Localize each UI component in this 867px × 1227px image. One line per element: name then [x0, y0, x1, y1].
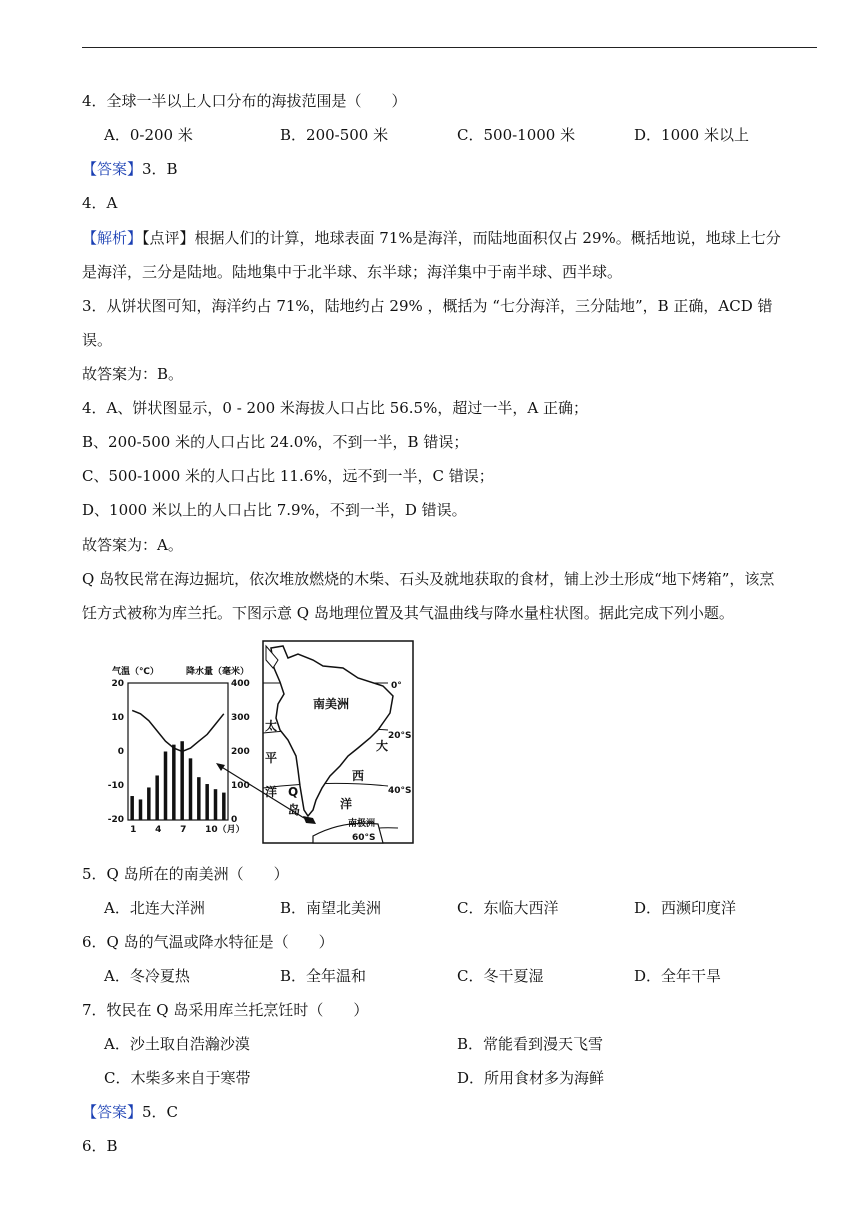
- month-tick: 10（月）: [205, 825, 245, 835]
- analysis-line-9: D、1000 米以上的人口占比 7.9%，不到一半，D 错误。: [82, 501, 467, 519]
- answer-value-2: 5．C: [142, 1103, 179, 1121]
- precipitation-bar: [222, 793, 226, 820]
- label-pacific-2: 平: [265, 751, 278, 765]
- question-4-stem: 4．全球一半以上人口分布的海拔范围是（ ）: [82, 92, 407, 110]
- q4-option-b: B．200-500 米: [280, 126, 389, 144]
- month-tick: 1: [130, 825, 137, 835]
- q6-option-d: D．全年干旱: [634, 967, 722, 985]
- q5-option-a: A．北连大洋洲: [104, 899, 205, 917]
- analysis-line-5: 故答案为：B。: [82, 365, 184, 383]
- precip-axis-label: 降水量（毫米）: [186, 667, 250, 677]
- q6-option-c: C．冬干夏湿: [457, 967, 544, 985]
- precipitation-bar: [189, 758, 193, 820]
- label-lat-40s: 40°S: [388, 786, 412, 796]
- label-island: 岛: [288, 803, 301, 817]
- analysis-text-1: 【点评】根据人们的计算，地球表面 71%是海洋，而陆地面积仅占 29%。概括地说，地球上七分: [142, 229, 781, 247]
- temp-tick: 0: [117, 747, 124, 757]
- analysis-line-6: 4．A、饼状图显示，0 - 200 米海拔人口占比 56.5%，超过一半，A 正确；: [82, 399, 588, 417]
- analysis-line-2: 是海洋，三分是陆地。陆地集中于北半球、东半球；海洋集中于南半球、西半球。: [82, 263, 623, 281]
- climate-chart: [108, 665, 250, 835]
- precipitation-bar: [155, 775, 159, 820]
- q7-option-d: D．所用食材多为海鲜: [457, 1069, 605, 1087]
- temp-tick: 20: [111, 679, 124, 689]
- temp-tick: -10: [108, 781, 124, 791]
- precipitation-bar: [139, 799, 143, 820]
- answer-line-4: 6．B: [82, 1137, 118, 1155]
- precipitation-bar: [147, 787, 151, 820]
- analysis-line-4: 误。: [82, 331, 113, 349]
- label-atlantic-1: 大: [376, 739, 389, 753]
- analysis-line-8: C、500-1000 米的人口占比 11.6%，远不到一半，C 错误；: [82, 467, 494, 485]
- label-lat-60s: 60°S: [352, 833, 376, 843]
- precipitation-bar: [214, 789, 218, 820]
- figure: [108, 638, 418, 852]
- chart-frame: [128, 683, 228, 820]
- q7-option-a: A．沙土取自浩瀚沙漠: [104, 1035, 250, 1053]
- question-7-stem: 7．牧民在 Q 岛采用库兰托烹饪时（ ）: [82, 1001, 369, 1019]
- q5-option-d: D．西濒印度洋: [634, 899, 737, 917]
- passage-line-1: Q 岛牧民常在海边掘坑，依次堆放燃烧的木柴、石头及就地获取的食材，铺上沙土形成“地下烤箱”，该烹: [82, 570, 775, 588]
- question-5-stem: 5．Q 岛所在的南美洲（ ）: [82, 865, 289, 883]
- temp-tick: -20: [108, 815, 124, 825]
- label-lat-20s: 20°S: [388, 731, 412, 741]
- q6-option-b: B．全年温和: [280, 967, 367, 985]
- header-rule: [82, 47, 817, 48]
- label-pacific-1: 太: [265, 719, 278, 733]
- precipitation-bar: [164, 752, 168, 821]
- precipitation-bar: [180, 741, 184, 820]
- precip-tick: 200: [231, 747, 250, 757]
- answer-line-2: 4．A: [82, 194, 118, 212]
- location-map: [263, 641, 413, 843]
- precip-tick: 400: [231, 679, 250, 689]
- label-south-america: 南美洲: [313, 697, 350, 711]
- temp-ticks: [108, 679, 124, 825]
- q7-option-c: C．木柴多来自于寒带: [104, 1069, 251, 1087]
- precip-ticks: [231, 679, 250, 825]
- analysis-line-3: 3．从饼状图可知，海洋约占 71%，陆地约占 29% ，概括为 “七分海洋，三分陆地”，B 正确，ACD 错: [82, 297, 773, 315]
- precipitation-bar: [197, 777, 201, 820]
- q6-option-a: A．冬冷夏热: [104, 967, 190, 985]
- q4-option-a: A．0-200 米: [104, 126, 193, 144]
- q7-option-b: B．常能看到漫天飞雪: [457, 1035, 604, 1053]
- answer-line-3: [82, 1102, 178, 1122]
- answer-tag: 【答案】: [82, 160, 143, 178]
- pointer-arrowhead: [216, 763, 225, 771]
- label-antarctica: 南极洲: [348, 819, 376, 829]
- q4-option-c: C．500-1000 米: [457, 126, 576, 144]
- month-tick: 4: [155, 825, 162, 835]
- precipitation-bar: [172, 745, 176, 820]
- analysis-tag: 【解析】: [82, 229, 143, 247]
- passage-line-2: 饪方式被称为库兰托。下图示意 Q 岛地理位置及其气温曲线与降水量柱状图。据此完成下列小题。: [82, 604, 734, 622]
- precipitation-bars: [130, 741, 225, 820]
- temp-tick: 10: [111, 713, 124, 723]
- label-lat-0: 0°: [391, 681, 402, 691]
- label-q: Q: [288, 785, 299, 799]
- precipitation-bar: [130, 796, 134, 820]
- month-ticks: [130, 824, 245, 835]
- label-pacific-3: 洋: [265, 785, 278, 799]
- answer-line-1: [82, 159, 178, 179]
- q5-option-c: C．东临大西洋: [457, 899, 559, 917]
- precipitation-bar: [205, 784, 209, 820]
- analysis-line-1: [82, 228, 781, 248]
- analysis-line-7: B、200-500 米的人口占比 24.0%，不到一半，B 错误；: [82, 433, 469, 451]
- temperature-curve: [132, 710, 224, 751]
- answer-tag-2: 【答案】: [82, 1103, 143, 1121]
- precip-tick: 300: [231, 713, 250, 723]
- q5-option-b: B．南望北美洲: [280, 899, 382, 917]
- month-tick: 7: [180, 825, 187, 835]
- figure-svg: [108, 638, 418, 848]
- label-atlantic-2: 西: [352, 769, 365, 783]
- precip-tick: 100: [231, 781, 250, 791]
- answer-value: 3．B: [142, 160, 178, 178]
- question-6-stem: 6．Q 岛的气温或降水特征是（ ）: [82, 933, 334, 951]
- temp-axis-label: 气温（℃）: [112, 667, 159, 677]
- analysis-line-10: 故答案为：A。: [82, 536, 183, 554]
- precip-tick: 0: [231, 815, 238, 825]
- q4-option-d: D．1000 米以上: [634, 126, 749, 144]
- label-atlantic-3: 洋: [340, 797, 353, 811]
